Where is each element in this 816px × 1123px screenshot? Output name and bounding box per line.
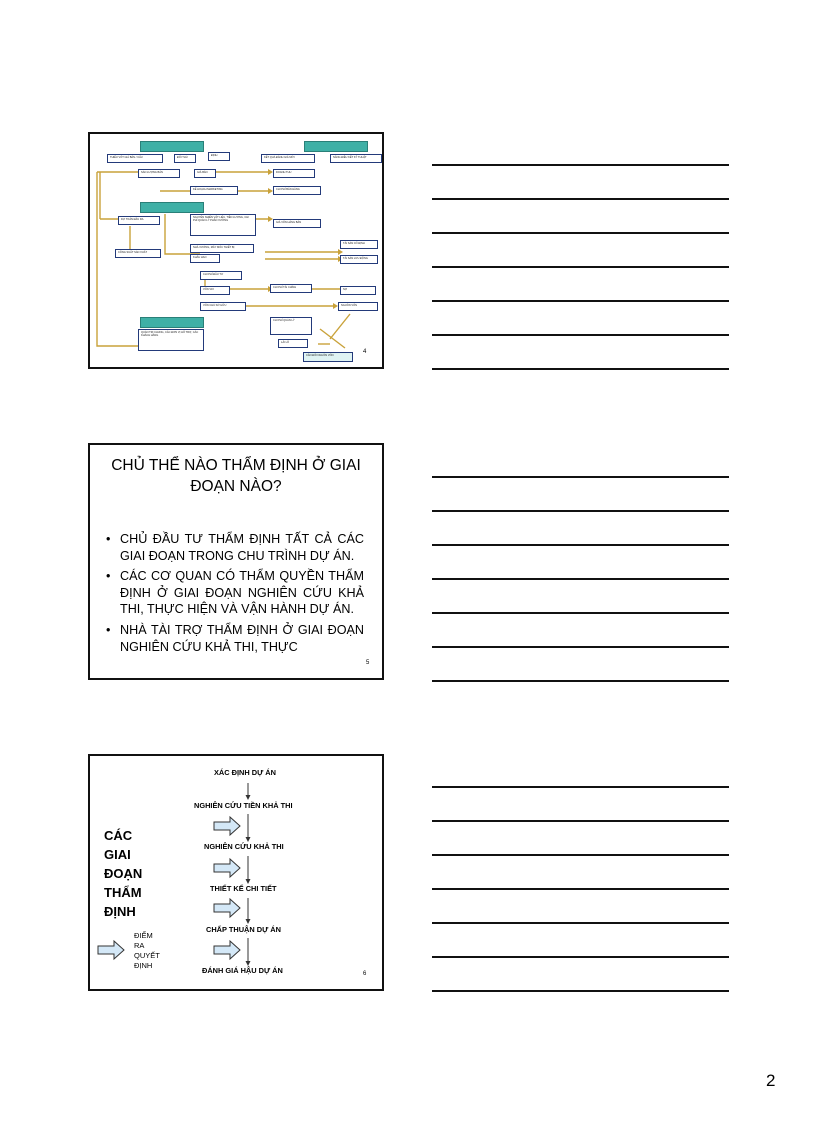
note-line [432,956,729,958]
flow-box: QUẢN TRỊ CHUNG, CÁC ĐƠN VỊ HỖ TRỢ, CÁC KHÁCH HÀNG [138,329,204,351]
slide-6-appraisal-stages [88,754,384,991]
note-line [432,786,729,788]
stage-label: NGHIÊN CỨU TIỀN KHẢ THI [194,801,293,810]
legend-arrow-icon [98,941,124,959]
flow-box: KHẤU HAO [190,254,220,263]
slide-4-flowchart [88,132,384,369]
decision-arrow-icon [214,941,240,959]
decision-arrow-icon [214,859,240,877]
section-header [140,202,204,213]
note-line [432,300,729,302]
flow-box: KẾT QUẢ ĐÁNH GIÁ MỚI [261,154,315,163]
section-header [304,141,368,152]
note-line [432,476,729,478]
stage-label: XÁC ĐỊNH DỰ ÁN [214,768,276,777]
note-line [432,646,729,648]
section-header [140,317,204,328]
slide-number: 6 [363,971,367,977]
list-item: • CHỦ ĐẦU TƯ THẨM ĐỊNH TẤT CẢ CÁC GIAI ĐOẠN TRONG CHU TRÌNH DỰ ÁN. [106,531,364,564]
note-line [432,368,729,370]
note-line [432,544,729,546]
section-header [140,141,204,152]
note-line [432,334,729,336]
flow-box: TÀI SẢN LƯU ĐỘNG [340,255,378,264]
flow-box: ĐỊNH [208,152,230,161]
flow-box: GIÁ VỐN HÀNG BÁN [273,219,321,228]
stage-label: THIẾT KẾ CHI TIẾT [210,884,277,893]
stage-label: ĐÁNH GIÁ HẬU DỰ ÁN [202,966,283,975]
flow-box: VỐN VAY [200,286,230,295]
flow-box: GIÁ BÁN [194,169,216,178]
flow-box: VỐN CHỦ SỞ HỮU [200,302,246,311]
note-line [432,680,729,682]
note-line [432,232,729,234]
flow-box: TÀI SẢN CỐ ĐỊNH [340,240,378,249]
note-line [432,990,729,992]
flow-box: NGUYÊN NHIÊN VẬT LIỆU, TIỀN LƯƠNG, CHI PHÍ QUẢN LÝ PHÂN XƯỞNG [190,214,256,236]
flow-box: CHI PHÍ TÀI CHÍNH [270,284,312,293]
flow-box: THIẾU VỐT GIÁ BÁN / CẤU [107,154,163,163]
slide-number: 4 [363,349,367,355]
note-line [432,266,729,268]
slide-5 [88,443,384,680]
flow-box: KẾ HOẠCH MARKETING [190,186,238,195]
flow-box: LÃI LỖ [278,339,308,348]
flow-box: DỰ TOÁN ĐẦU RA [118,216,160,225]
flow-box: CHI PHÍ ĐẦU TƯ [200,271,242,280]
flow-box: CHI PHÍ QUẢN LÝ [270,317,312,335]
stages-heading: CÁC GIAI ĐOẠN THẨM ĐỊNH [104,828,143,919]
stage-label: CHẤP THUẬN DỰ ÁN [206,925,281,934]
page-number: 2 [766,1071,776,1090]
decision-arrow-icon [214,899,240,917]
legend-label: ĐIỂM RA QUYẾT ĐỊNH [134,931,160,970]
decision-arrow-icon [214,817,240,835]
flow-box: NĂNG ĐIỀU KẾT KỸ THUẬT [330,154,382,163]
flow-box: CHI PHÍ BÁN HÀNG [273,186,321,195]
note-line [432,922,729,924]
flow-box: NHÀ XƯỞNG, MÁY MÓC THIẾT BỊ [190,244,254,253]
flow-box: NGUỒN VỐN [338,302,378,311]
flow-box: SẢN LƯỢNG BÁN [138,169,180,178]
note-line [432,578,729,580]
note-line [432,164,729,166]
note-line [432,198,729,200]
stage-label: NGHIÊN CỨU KHẢ THI [204,842,284,851]
note-line [432,510,729,512]
list-item: • NHÀ TÀI TRỢ THẨM ĐỊNH Ở GIAI ĐOẠN NGHIÊN CỨU KHẢ THI, THỰC [106,622,364,655]
flow-box: ĐỐI THỦ [174,154,196,163]
flow-box: NỢ [340,286,376,295]
note-line [432,854,729,856]
note-line [432,888,729,890]
slide-number: 5 [366,660,370,666]
list-item: • CÁC CƠ QUAN CÓ THẨM QUYỀN THẨM ĐỊNH Ở GIAI ĐOẠN NGHIÊN CỨU KHẢ THI, THỰC HIỆN VÀ VẬN HÀNH DỰ ÁN. [106,568,364,618]
flow-box: CÂN ĐỐI NGUỒN VỐN [303,352,353,362]
flow-box: CÔNG SUẤT SẢN XUẤT [115,249,161,258]
bullet-list [106,531,364,659]
slide-title: CHỦ THỂ NÀO THẨM ĐỊNH Ở GIAI ĐOẠN NÀO? [111,457,361,495]
note-line [432,820,729,822]
flow-box: DOANH THU [273,169,315,178]
note-line [432,612,729,614]
